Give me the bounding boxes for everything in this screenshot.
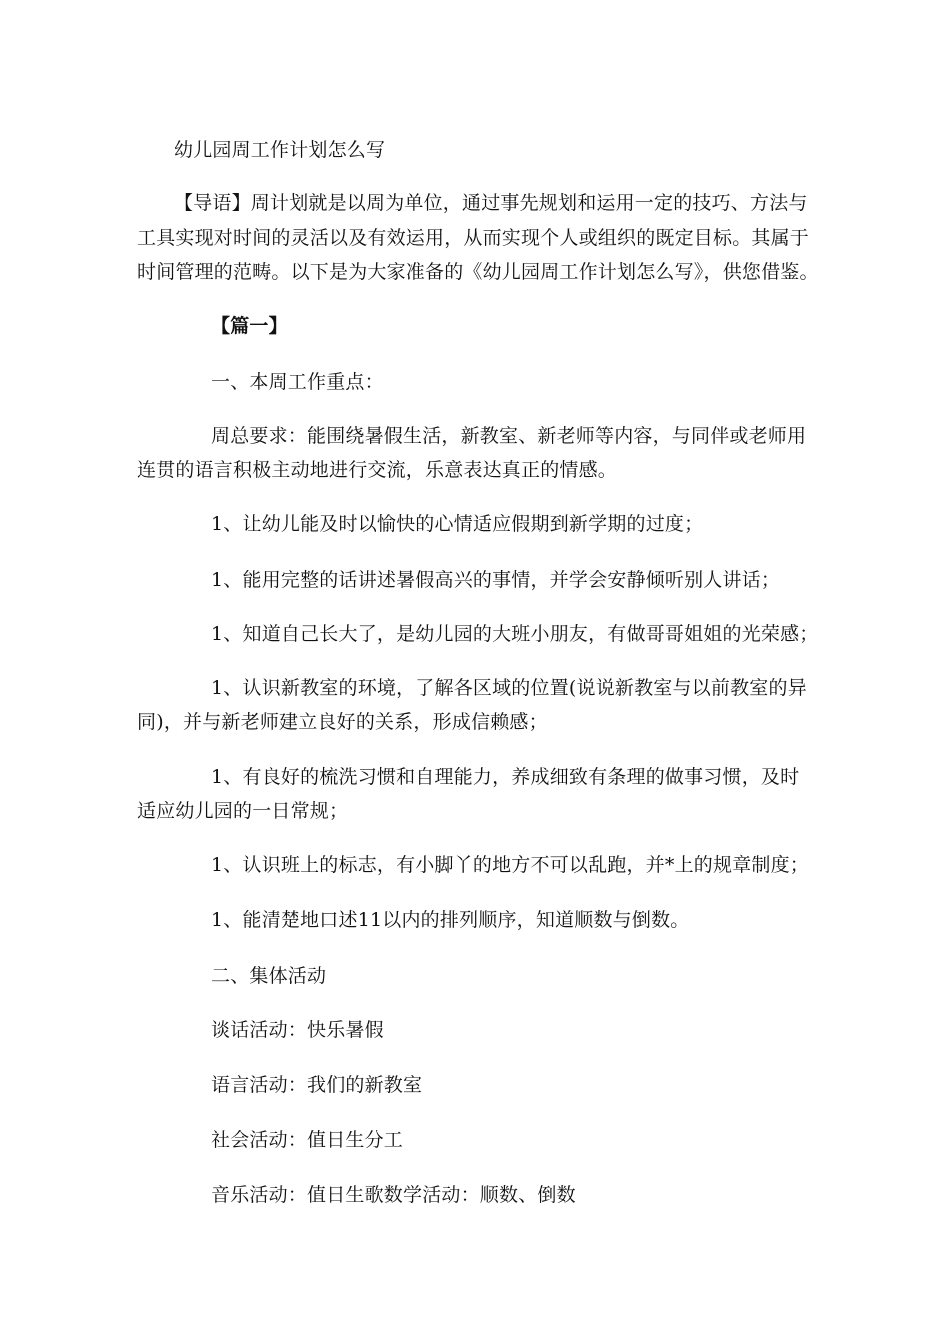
list-item: 1、让幼儿能及时以愉快的心情适应假期到新学期的过度； — [211, 513, 704, 535]
list-item: 1、能用完整的话讲述暑假高兴的事情，并学会安静倾听别人讲话； — [211, 569, 781, 591]
heading-group-activities: 二、集体活动 — [211, 965, 327, 987]
document-title: 幼儿园周工作计划怎么写 — [174, 139, 386, 161]
section-marker: 【篇一】 — [211, 315, 288, 337]
activity-item: 谈话活动：快乐暑假 — [211, 1019, 384, 1041]
heading-work-focus: 一、本周工作重点： — [211, 371, 384, 393]
list-item-continuation: 同)，并与新老师建立良好的关系，形成信赖感； — [137, 711, 548, 733]
list-item: 1、认识班上的标志，有小脚丫的地方不可以乱跑，并*上的规章制度； — [211, 854, 809, 876]
list-item: 1、知道自己长大了，是幼儿园的大班小朋友，有做哥哥姐姐的光荣感； — [211, 623, 819, 645]
intro-line-1: 【导语】周计划就是以周为单位，通过事先规划和运用一定的技巧、方法与 — [174, 192, 808, 214]
list-item: 1、认识新教室的环境，了解各区域的位置(说说新教室与以前教室的异 — [211, 677, 807, 699]
list-item-continuation: 适应幼儿园的一日常规； — [137, 800, 349, 822]
weekly-requirement-line-1: 周总要求：能围绕暑假生活，新教室、新老师等内容，与同伴或老师用 — [211, 425, 807, 447]
list-item: 1、有良好的梳洗习惯和自理能力，养成细致有条理的做事习惯，及时 — [211, 766, 800, 788]
activity-item: 语言活动：我们的新教室 — [211, 1074, 423, 1096]
weekly-requirement-line-2: 连贯的语言积极主动地进行交流，乐意表达真正的情感。 — [137, 459, 618, 481]
list-item: 1、能清楚地口述11以内的排列顺序，知道顺数与倒数。 — [211, 909, 690, 931]
intro-line-3: 时间管理的范畴。以下是为大家准备的《幼儿园周工作计划怎么写》，供您借鉴。 — [137, 261, 819, 283]
activity-item: 社会活动：值日生分工 — [211, 1129, 404, 1151]
intro-line-2: 工具实现对时间的灵活以及有效运用，从而实现个人或组织的既定目标。其属于 — [137, 227, 810, 249]
activity-item: 音乐活动：值日生歌数学活动：顺数、倒数 — [211, 1184, 576, 1206]
